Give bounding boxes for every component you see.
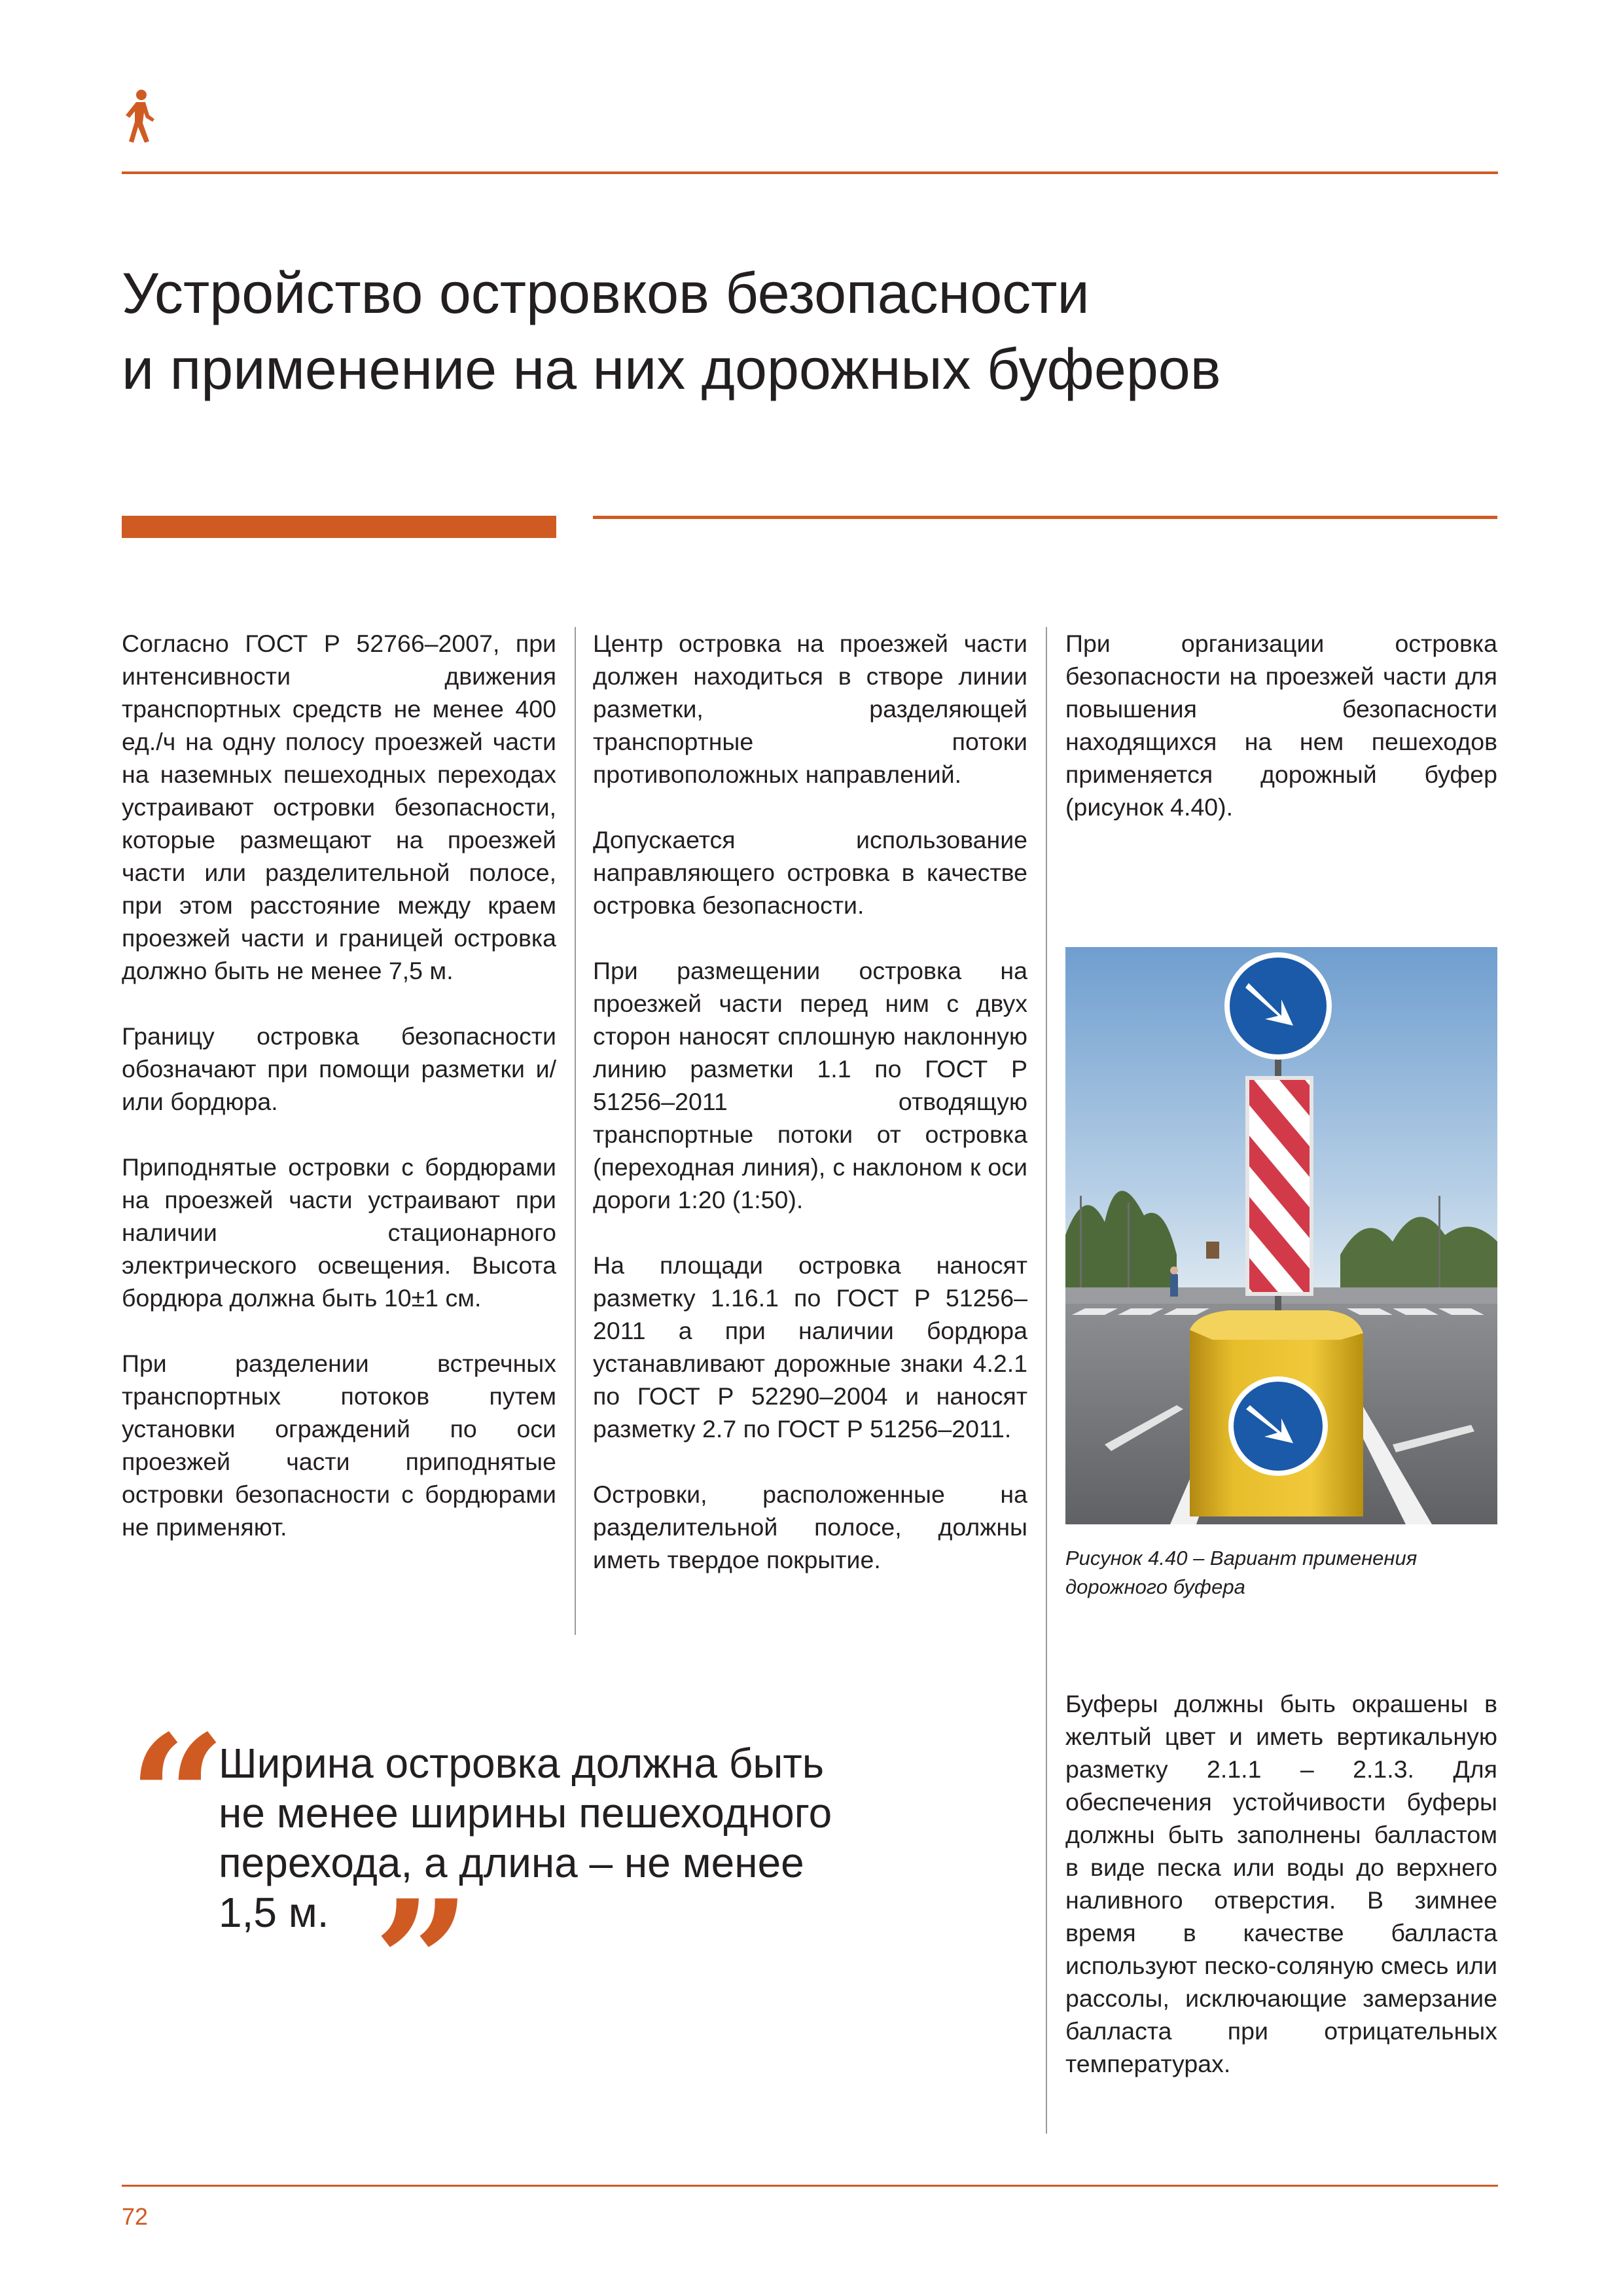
paragraph: Приподнятые островки с бордюрами на проезжей части устраивают при наличии стационарного электрического освещения. Высота бордюра должна быть 10±1 см. (122, 1153, 556, 1312)
body-column-3-lower (1065, 1687, 1497, 2113)
body-column-2 (593, 627, 1027, 1609)
paragraph: Буферы должны быть окрашены в желтый цвет и иметь вертикальную разметку 2.1.1 – 2.1.3. Для обеспечения устойчивости буферы должны быть заполнены балластом в виде песка или воды до верхнего наливного отверстия. В зимнее время в качестве балласта используют песко-соляную смесь или рассолы, исключающие замерзание балласта при отрицательных температурах. (1065, 1690, 1497, 2077)
page-number: 72 (122, 2203, 149, 2230)
paragraph: Границу островка безопасности обозначают при помощи разметки и/или бордюра. (122, 1022, 556, 1115)
quote-close-mark: ” (373, 1863, 471, 2063)
figure-caption: Рисунок 4.40 – Вариант применения дорожного буфера (1065, 1547, 1418, 1598)
road-buffer-illustration (1065, 947, 1497, 1524)
body-column-1 (122, 627, 556, 1576)
paragraph: Согласно ГОСТ Р 52766–2007, при интенсивности движения транспортных средств не менее 400 ед./ч на одну полосу проезжей части на наземных пешеходных переходах устраивают островки безопасности, которые размещают на проезжей части или разделительной полосе, при этом расстояние между краем проезжей части и границей островка должно быть не менее 7,5 м. (122, 630, 556, 984)
pull-quote-line: 1,5 м. (219, 1889, 329, 1936)
title-line-1: Устройство островков безопасности (122, 260, 1090, 325)
paragraph: Допускается использование направляющего островка в качестве островка безопасности. (593, 826, 1027, 919)
pedestrian-icon (120, 89, 157, 144)
section-bar-thick (122, 516, 556, 538)
column-divider-2 (1046, 627, 1047, 2134)
paragraph: На площади островка наносят разметку 1.16.1 по ГОСТ Р 51256–2011 а при наличии бордюра устанавливают дорожные знаки 4.2.1 по ГОСТ Р 52290–2004 и наносят разметку 2.7 по ГОСТ Р 51256–2011. (593, 1251, 1027, 1443)
page-title (122, 255, 1496, 407)
section-rule-thin (593, 516, 1497, 519)
paragraph: Центр островка на проезжей части должен находиться в створе линии разметки, разделяющей транспортные потоки противоположных направлений. (593, 630, 1027, 788)
paragraph: Островки, расположенные на разделительной полосе, должны иметь твердое покрытие. (593, 1480, 1027, 1573)
pull-quote-line: Ширина островка должна быть (219, 1740, 825, 1787)
pull-quote-line: перехода, а длина – не менее (219, 1839, 804, 1886)
column-divider-1 (575, 627, 576, 1635)
quote-open-mark: “ (128, 1698, 226, 1898)
footer-rule (122, 2185, 1498, 2187)
figure-road-buffer-photo (1065, 947, 1497, 1524)
header-rule (122, 171, 1498, 174)
pull-quote-line: не менее ширины пешеходного (219, 1789, 832, 1837)
title-line-2: и применение на них дорожных буферов (122, 336, 1221, 401)
paragraph: При размещении островка на проезжей части перед ним с двух сторон наносят сплошную наклонную линию разметки 1.1 по ГОСТ Р 51256–2011 отводящую транспортные потоки от островка (переходная линия), с наклоном к оси дороги 1:20 (1:50). (593, 957, 1027, 1213)
paragraph: При разделении встречных транспортных потоков путем установки ограждений по оси проезжей части приподнятые островки безопасности с бордюрами не применяют. (122, 1350, 556, 1541)
paragraph: При организации островка безопасности на проезжей части для повышения безопасности находящихся на нем пешеходов применяется дорожный буфер (рисунок 4.40). (1065, 630, 1497, 821)
pull-quote (219, 1738, 991, 1937)
body-column-3 (1065, 627, 1497, 856)
